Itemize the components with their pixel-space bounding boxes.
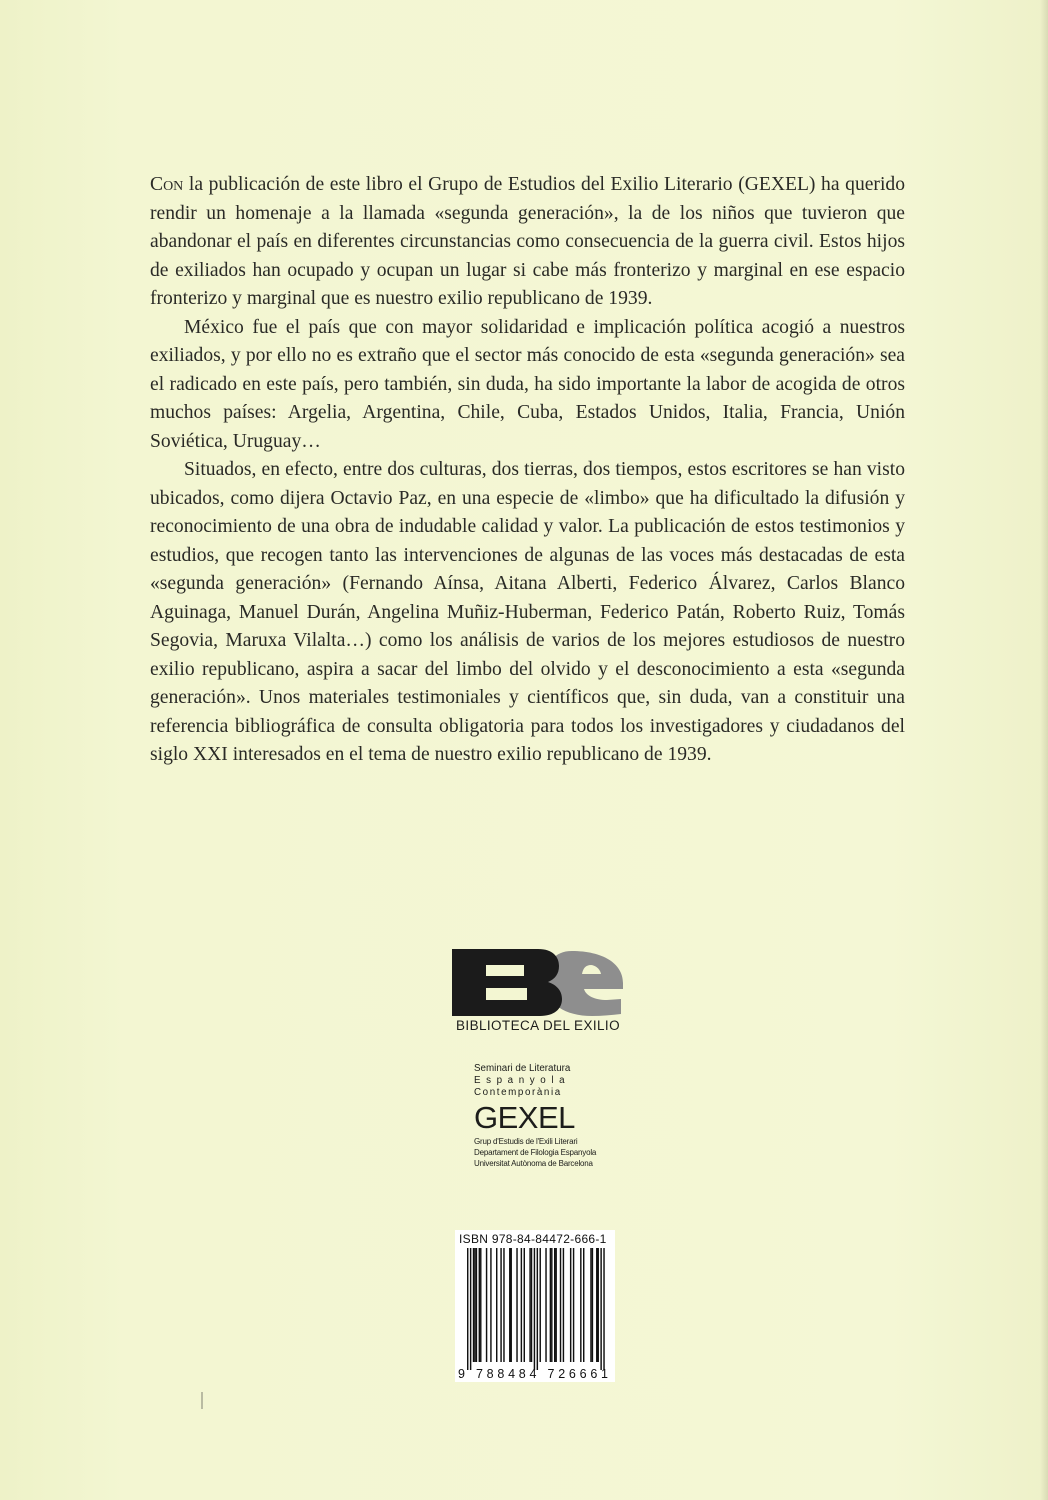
barcode-bar (486, 1248, 487, 1362)
barcode-bar (563, 1248, 564, 1362)
barcode-bar (555, 1248, 556, 1362)
blurb-paragraph-2: México fue el país que con mayor solidaridad e implicación política acogió a nuestros exiliados, y por ello no es extraño que el sector más conocido de esta «segunda generación» sea el radicado en este país, pero también, sin duda, ha sido importante la labor de acogida de otros muchos países: Argelia, Argentina, Chile, Cuba, Estados Unidos, Italia, Francia, Unión Soviética, Uruguay… (150, 316, 905, 452)
barcode-bar (503, 1248, 504, 1362)
blurb-paragraph-3: Situados, en efecto, entre dos culturas, dos tierras, dos tiempos, estos escritores se han visto ubicados, como dijera Octavio Paz, en una especie de «limbo» que ha dificultado la difusión y reconocimiento de una obra de indudable calidad y valor. La publicación de estos testimonios y estudios, que recogen tanto las intervenciones de algunas de las voces más destacadas de esta «segunda generación» (Fernando Aínsa, Aitana Alberti, Federico Álvarez, Carlos Blanco Aguinaga, Manuel Durán, Angelina Muñiz-Huberman, Federico Patán, Roberto Ruiz, Tomás Segovia, Maruxa Vilalta…) como los análisis de varios de los mejores estudiosos de nuestro exilio republicano, aspira a sacar del limbo del olvido y el desconocimiento a esta «segunda generación». Unos materiales testimoniales y científicos que, sin duda, van a constituir una referencia bibliográfica de consulta obligatoria para todos los investigadores y ciudadanos del siglo XXI interesados en el tema de nuestro exilio republicano de 1939. (150, 459, 905, 765)
barcode-bar (600, 1248, 601, 1370)
barcode-bar (534, 1248, 535, 1370)
barcode-bar (490, 1248, 491, 1362)
blurb-paragraph-1 (150, 171, 905, 314)
gexel-line-3: Contemporània (474, 1087, 562, 1098)
barcode-bar (583, 1248, 584, 1362)
barcode-bar (511, 1248, 512, 1362)
barcode-bar (537, 1248, 538, 1370)
blurb-small-caps-opening: Con (150, 174, 184, 195)
ean-barcode (455, 1248, 615, 1382)
barcode-bar (596, 1248, 597, 1362)
stray-print-mark (201, 1392, 203, 1409)
barcode-bar (467, 1248, 468, 1370)
isbn-label: ISBN 978-84-84472-666-1 (459, 1232, 607, 1246)
isbn-barcode-block (455, 1230, 615, 1382)
barcode-bar (554, 1248, 555, 1362)
page-edge-shadow (1040, 0, 1048, 1500)
barcode-bar (598, 1248, 599, 1362)
barcode-bar (516, 1248, 517, 1362)
gexel-sub-3: Universitat Autònoma de Barcelona (474, 1159, 593, 1168)
barcode-bar (560, 1248, 561, 1362)
back-cover-blurb (150, 171, 905, 770)
barcode-bar (479, 1248, 480, 1362)
logo-b-mark (452, 949, 562, 1016)
barcode-bar (524, 1248, 525, 1362)
barcode-bar (480, 1248, 481, 1362)
barcode-bar (496, 1248, 497, 1362)
barcode-bar (474, 1248, 475, 1362)
barcode-bar (509, 1248, 510, 1362)
barcode-bar (592, 1248, 593, 1362)
barcode-bar (521, 1248, 522, 1362)
barcode-bar (529, 1248, 530, 1362)
barcode-bar (580, 1248, 581, 1362)
barcode-bar (603, 1248, 604, 1370)
barcode-bar (551, 1248, 552, 1362)
gexel-line-2: Espanyola (474, 1075, 571, 1086)
barcode-bar (473, 1248, 474, 1362)
gexel-line-1: Seminari de Literatura (474, 1063, 571, 1074)
biblioteca-del-exilio-logo (452, 949, 624, 1016)
gexel-sub-2: Departament de Filologia Espanyola (474, 1148, 597, 1157)
barcode-bar (545, 1248, 546, 1362)
barcode-digits: 9 788484 726661 (458, 1367, 608, 1381)
barcode-bar (476, 1248, 477, 1362)
barcode-bar (573, 1248, 574, 1362)
barcode-bar (550, 1248, 551, 1362)
barcode-bar (570, 1248, 571, 1362)
series-caption: BIBLIOTECA DEL EXILIO (456, 1018, 620, 1033)
barcode-bar (500, 1248, 501, 1362)
gexel-sub-1: Grup d'Estudis de l'Exili Literari (474, 1137, 578, 1146)
barcode-bar (590, 1248, 591, 1362)
barcode-bar (531, 1248, 532, 1362)
blurb-paragraph-1-text: la publicación de este libro el Grupo de Estudios del Exilio Literario (GEXEL) ha querido rendir un homenaje a la llamada «segunda generación», la de los niños que tuvieron que abandonar el país en diferentes circunstancias como consecuencia de la guerra civil. Estos hijos de exiliados han ocupado y ocupan un lugar si cabe más fronterizo y marginal en ese espacio fronterizo y marginal que es nuestro exilio republicano de 1939. (150, 174, 905, 309)
barcode-bar (470, 1248, 471, 1370)
barcode-bar (540, 1248, 541, 1362)
gexel-wordmark: GEXEL (474, 1100, 575, 1135)
gexel-logo (474, 1063, 604, 1169)
